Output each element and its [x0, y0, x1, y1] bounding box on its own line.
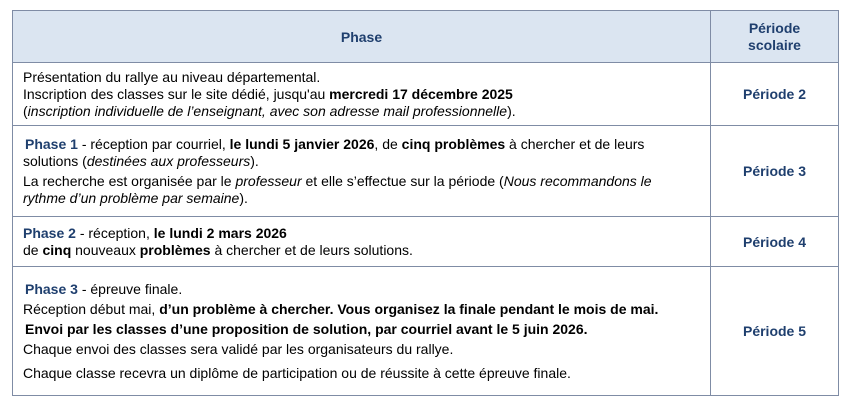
header-phase: Phase — [13, 11, 711, 63]
text-line: Phase 1 - réception par courriel, le lundi 5 janvier 2026, de cinq problèmes à chercher et de leurs — [25, 135, 645, 152]
rallye-schedule-table — [12, 10, 839, 396]
text-line: Inscription des classes sur le site dédié, jusqu'au mercredi 17 décembre 2025 — [23, 85, 513, 102]
text-line: Chaque classe recevra un diplôme de participation ou de réussite à cette épreuve finale. — [23, 364, 571, 381]
text-line: Chaque envoi des classes sera validé par les organisateurs du rallye. — [23, 340, 454, 357]
text-line: rythme d’un problème par semaine). — [23, 189, 248, 206]
row-description — [13, 63, 711, 126]
row-period: Période 3 — [711, 126, 839, 217]
table-row — [13, 126, 839, 217]
table-row — [13, 217, 839, 267]
text-line: Présentation du rallye au niveau départemental. — [23, 68, 321, 85]
text-line: Phase 2 - réception, le lundi 2 mars 2026 — [23, 224, 287, 241]
row-period: Période 2 — [711, 63, 839, 126]
row-period: Période 4 — [711, 217, 839, 267]
text-line: Phase 3 - épreuve finale. — [25, 280, 183, 297]
row-period: Période 5 — [711, 267, 839, 396]
header-period-line1: Période — [748, 19, 801, 36]
text-line: Réception début mai, d’un problème à chercher. Vous organisez la finale pendant le mois de mai. — [23, 300, 659, 317]
phase-label: Phase 1 — [25, 135, 78, 152]
row-description — [13, 126, 711, 217]
row-description — [13, 217, 711, 267]
header-period — [711, 11, 839, 63]
row-description — [13, 267, 711, 396]
phase-label: Phase 3 — [25, 280, 78, 297]
text-line: (inscription individuelle de l’enseignant, avec son adresse mail professionnelle). — [23, 102, 516, 119]
header-row — [13, 11, 839, 63]
phase-label: Phase 2 — [23, 224, 76, 241]
header-period-line2: scolaire — [748, 36, 801, 53]
text-line: de cinq nouveaux problèmes à chercher et de leurs solutions. — [23, 241, 413, 258]
table-row — [13, 267, 839, 396]
table-row — [13, 63, 839, 126]
text-line: Envoi par les classes d’une proposition de solution, par courriel avant le 5 juin 2026. — [25, 320, 588, 337]
text-line: solutions (destinées aux professeurs). — [23, 152, 259, 169]
text-line: La recherche est organisée par le professeur et elle s’effectue sur la période (Nous recommandons le — [23, 172, 652, 189]
